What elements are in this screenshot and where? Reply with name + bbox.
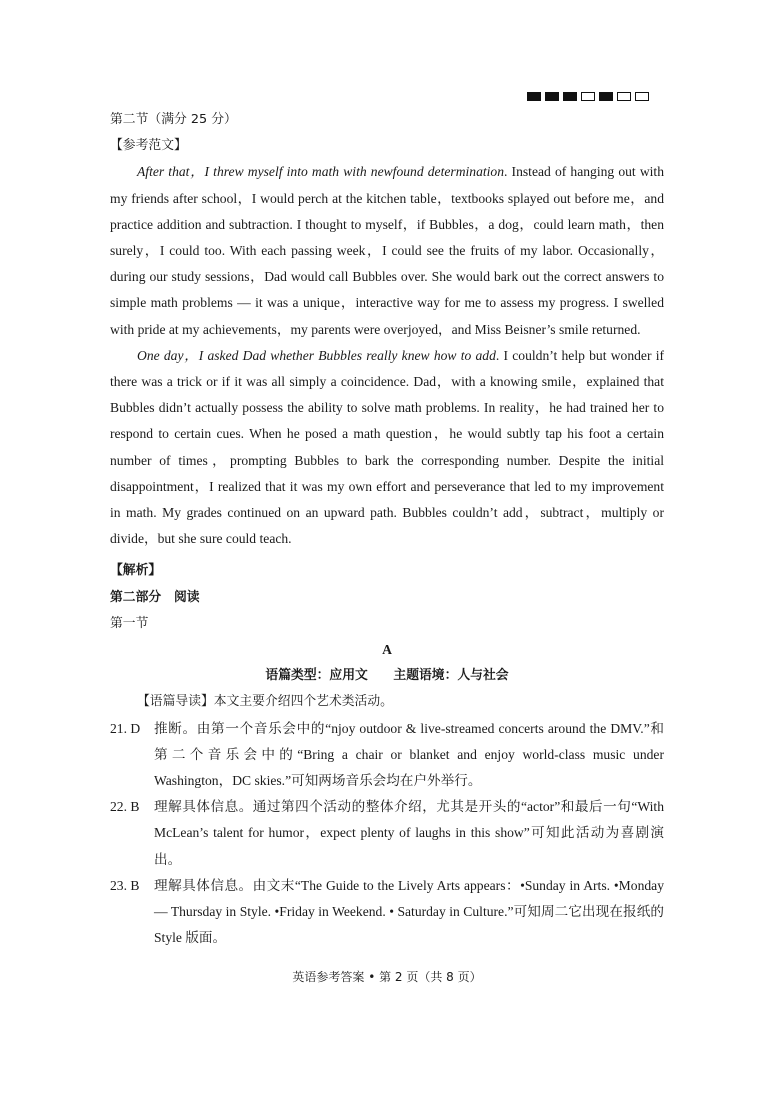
reference-label: 【参考范文】 [110,138,187,154]
answer-text: 理解具体信息。由文末“The Guide to the Lively Arts appears：•Sunday in Arts. •Monday — Thursday in Style. •Friday in Weekend. • Saturday in Culture.”可知周二它出现在报纸的 Style 版面。 [154,877,664,946]
paragraph-1-lead: After that，I threw myself into math with newfound determination [137,164,505,180]
header-mark-7 [635,92,649,101]
page-footer: 英语参考答案 • 第 2 页（共 8 页） [292,970,482,984]
passage-letter: A [382,642,392,658]
paragraph-1-body: . Instead of hanging out with my friends after school，I would perch at the kitchen table，textbooks splayed out before me，and practice addition and subtraction. I thought to myself，if Bubbles，a dog，could learn math，then surely，I could too. With each passing week，I could see the fruits of my labor. Occasionally，during our study sessions，Dad would call Bubbles over. She would bark out the correct answers to simple math problems — it was a unique，interactive way for me to assess my progress. I swelled with pride at my achievements，my parents were overjoyed，and Miss Beisner’s smile returned. [110,164,664,337]
section-title: 第二节（满分 25 分） [110,112,237,127]
paragraph-2-lead: One day，I asked Dad whether Bubbles really knew how to add [137,347,496,363]
answer-text: 推断。由第一个音乐会中的“njoy outdoor & live-streamed concerts around the DMV.”和第二个音乐会中的“Bring a chair or blanket and enjoy world-class music under Washington，DC skies.”可知两场音乐会均在户外举行。 [154,720,664,789]
answer-number: 22. B [110,799,140,815]
page-content [110,107,664,952]
answer-item-21 [110,716,664,795]
header-marks [527,92,649,101]
section-heading: 第一节 [110,615,149,631]
essay-paragraph-1 [110,159,664,342]
header-mark-4 [581,92,595,101]
header-mark-5 [599,92,613,101]
answer-number: 23. B [110,877,140,893]
header-mark-1 [527,92,541,101]
paragraph-2-body: . I couldn’t help but wonder if there was a trick or if it was all simply a coincidence. Dad，with a knowing smile，explained that Bubbles didn’t actually possess the ability to solve math problems. In reality，he had trained her to respond to certain cues. When he posed a math question，he would subtly tap his foot a certain number of times，prompting Bubbles to bark the corresponding number. Despite the initial disappointment，I realized that it was my own effort and perseverance that led to my improvement in math. My grades continued on an upward path. Bubbles couldn’t add，subtract，multiply or divide，but she sure could teach. [110,347,665,547]
answer-item-22 [110,794,664,873]
header-mark-2 [545,92,559,101]
part-heading: 第二部分 阅读 [110,589,200,605]
passage-guide: 【语篇导读】本文主要介绍四个艺术类活动。 [137,694,393,710]
header-mark-6 [617,92,631,101]
passage-type: 语篇类型：应用文 主题语境：人与社会 [265,668,509,684]
header-mark-3 [563,92,577,101]
answer-number: 21. D [110,720,141,736]
answer-text: 理解具体信息。通过第四个活动的整体介绍，尤其是开头的“actor”和最后一句“With McLean’s talent for humor，expect plenty of laughs in this show”可知此活动为喜剧演出。 [154,799,664,867]
essay-paragraph-2 [110,343,664,553]
answer-item-23 [110,873,664,952]
analysis-label: 【解析】 [110,563,162,579]
